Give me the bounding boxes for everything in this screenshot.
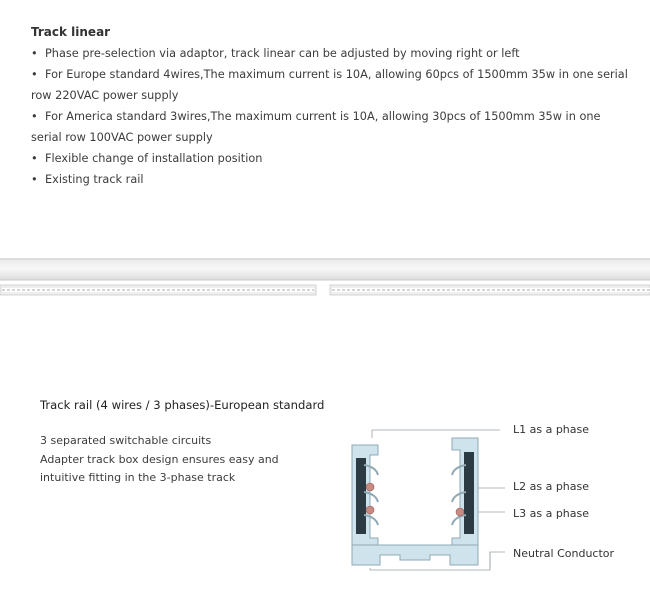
description-line: Adapter track box design ensures easy and xyxy=(40,452,279,466)
description-line: 3 separated switchable circuits xyxy=(40,434,212,447)
feature-text: Phase pre-selection via adaptor, track linear can be adjusted by moving right or left xyxy=(45,47,520,60)
track-rail-body xyxy=(0,258,650,280)
bullet-icon xyxy=(31,43,45,64)
feature-item xyxy=(31,43,631,64)
callout-l3-phase: L3 as a phase xyxy=(513,507,590,520)
track-rail-description xyxy=(40,432,300,488)
rail-profile xyxy=(352,438,478,565)
feature-item xyxy=(31,148,631,169)
feature-item xyxy=(31,169,631,190)
bullet-icon xyxy=(31,64,45,85)
conductor-l2-left xyxy=(366,483,374,491)
bullet-icon xyxy=(31,169,45,190)
track-light-banner-image xyxy=(0,252,650,302)
feature-item xyxy=(31,106,631,148)
feature-text: Existing track rail xyxy=(45,173,144,186)
callout-l1-phase: L1 as a phase xyxy=(513,423,590,436)
conductor-dots xyxy=(366,483,464,516)
feature-item xyxy=(31,64,631,106)
conductor-l3-left xyxy=(366,506,374,514)
feature-list xyxy=(31,43,631,190)
conductor-l3-right xyxy=(456,508,464,516)
feature-text: Flexible change of installation position xyxy=(45,152,263,165)
led-linear-module-left xyxy=(0,285,316,295)
led-linear-module-right xyxy=(330,285,650,295)
callout-l2-phase: L2 as a phase xyxy=(513,480,590,493)
bullet-icon xyxy=(31,106,45,127)
section-title-track-linear: Track linear xyxy=(31,25,111,39)
description-line: intuitive fitting in the 3-phase track xyxy=(40,471,236,484)
bullet-icon xyxy=(31,148,45,169)
feature-text: For Europe standard 4wires,The maximum current is 10A, allowing 60pcs of 1500mm 35w in one serial row 220VAC power supply xyxy=(31,68,628,102)
feature-text: For America standard 3wires,The maximum current is 10A, allowing 30pcs of 1500mm 35w in one serial row 100VAC power supply xyxy=(31,110,601,144)
callout-neutral-conductor: Neutral Conductor xyxy=(513,547,615,560)
section-title-track-rail: Track rail (4 wires / 3 phases)-European standard xyxy=(40,398,325,412)
